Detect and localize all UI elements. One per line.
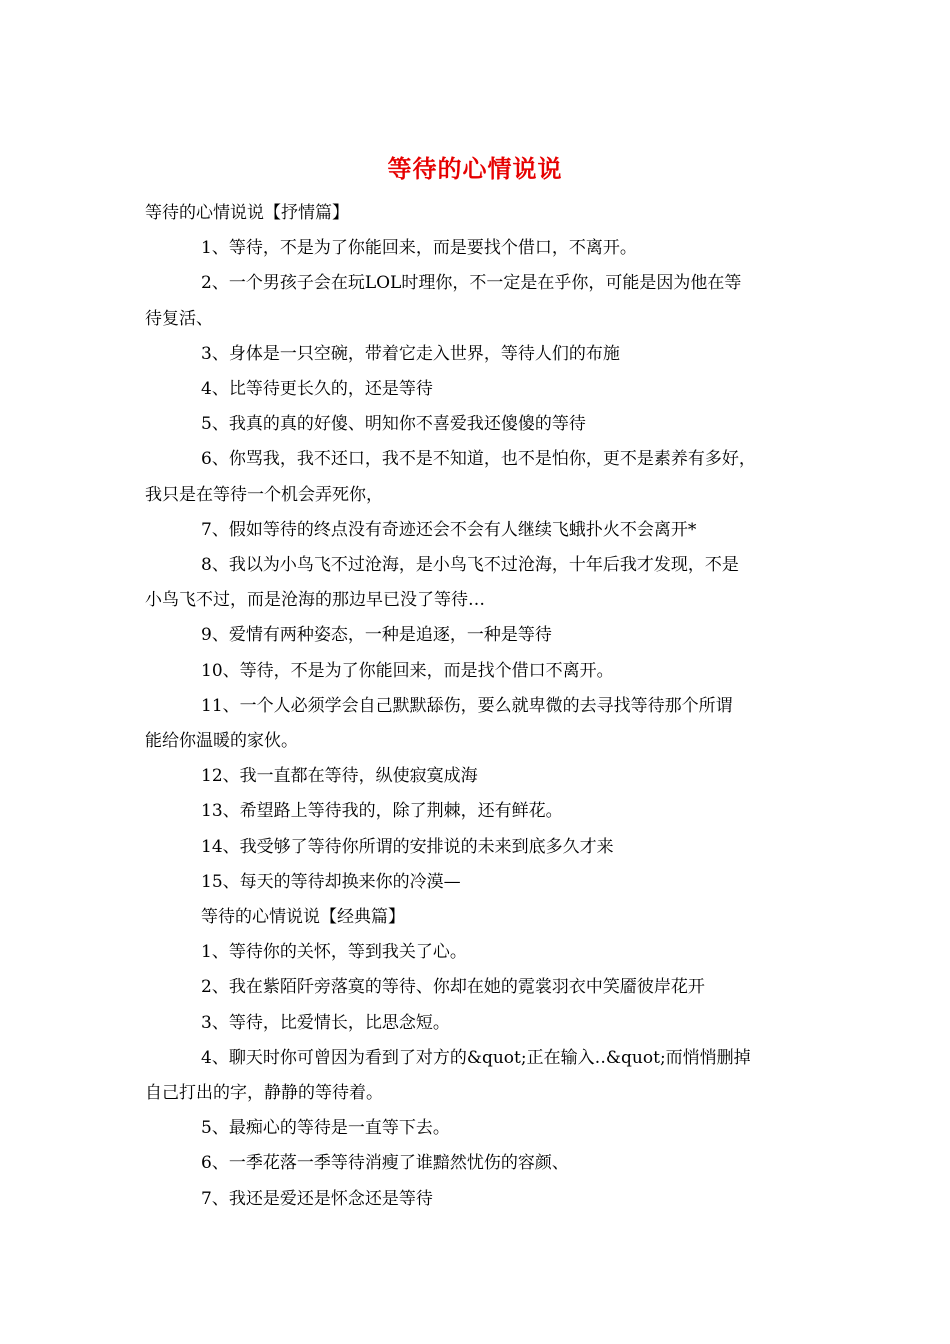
paragraph: 2、我在紫陌阡旁落寞的等待、你却在她的霓裳羽衣中笑靥彼岸花开 <box>201 977 705 998</box>
paragraph: 4、比等待更长久的，还是等待 <box>201 379 433 400</box>
page-title: 等待的心情说说 <box>387 154 563 183</box>
paragraph: 12、我一直都在等待，纵使寂寞成海 <box>201 766 478 787</box>
paragraph: 3、身体是一只空碗，带着它走入世界，等待人们的布施 <box>201 343 620 364</box>
paragraph: 7、我还是爱还是怀念还是等待 <box>201 1188 433 1209</box>
paragraph-continuation: 自己打出的字，静静的等待着。 <box>145 1083 383 1104</box>
paragraph: 4、聊天时你可曾因为看到了对方的&quot;正在输入‥&quot;而悄悄删掉 <box>201 1047 751 1068</box>
paragraph: 14、我受够了等待你所谓的安排说的未来到底多久才来 <box>201 836 614 857</box>
paragraph: 11、一个人必须学会自己默默舔伤，要么就卑微的去寻找等待那个所谓 <box>201 695 733 716</box>
paragraph: 5、最痴心的等待是一直等下去。 <box>201 1118 450 1139</box>
paragraph: 9、爱情有两种姿态，一种是追逐，一种是等待 <box>201 625 552 646</box>
paragraph: 10、等待，不是为了你能回来，而是找个借口不离开。 <box>201 660 614 681</box>
paragraph: 13、希望路上等待我的，除了荆棘，还有鲜花。 <box>201 801 563 822</box>
document-body <box>145 196 810 1217</box>
paragraph-continuation: 待复活、 <box>145 308 213 329</box>
paragraph: 6、你骂我，我不还口，我不是不知道，也不是怕你，更不是素养有多好， <box>201 449 756 470</box>
paragraph: 15、每天的等待却换来你的冷漠— <box>201 871 461 892</box>
paragraph: 6、一季花落一季等待消瘦了谁黯然忧伤的容颜、 <box>201 1153 569 1174</box>
paragraph: 5、我真的真的好傻、明知你不喜爱我还傻傻的等待 <box>201 414 586 435</box>
paragraph: 1、等待，不是为了你能回来，而是要找个借口，不离开。 <box>201 238 637 259</box>
paragraph: 1、等待你的关怀，等到我关了心。 <box>201 942 467 963</box>
paragraph: 7、假如等待的终点没有奇迹还会不会有人继续飞蛾扑火不会离开* <box>201 519 697 540</box>
paragraph: 8、我以为小鸟飞不过沧海，是小鸟飞不过沧海，十年后我才发现，不是 <box>201 555 739 576</box>
paragraph-continuation: 小鸟飞不过，而是沧海的那边早已没了等待… <box>145 590 485 611</box>
paragraph-continuation: 我只是在等待一个机会弄死你， <box>145 484 383 505</box>
paragraph: 2、一个男孩子会在玩LOL时理你，不一定是在乎你，可能是因为他在等 <box>201 273 742 294</box>
paragraph: 3、等待，比爱情长，比思念短。 <box>201 1012 450 1033</box>
paragraph-continuation: 能给你温暖的家伙。 <box>145 731 298 752</box>
section-heading-classic: 等待的心情说说【经典篇】 <box>201 907 405 928</box>
section-heading-lyrical: 等待的心情说说【抒情篇】 <box>145 203 349 223</box>
